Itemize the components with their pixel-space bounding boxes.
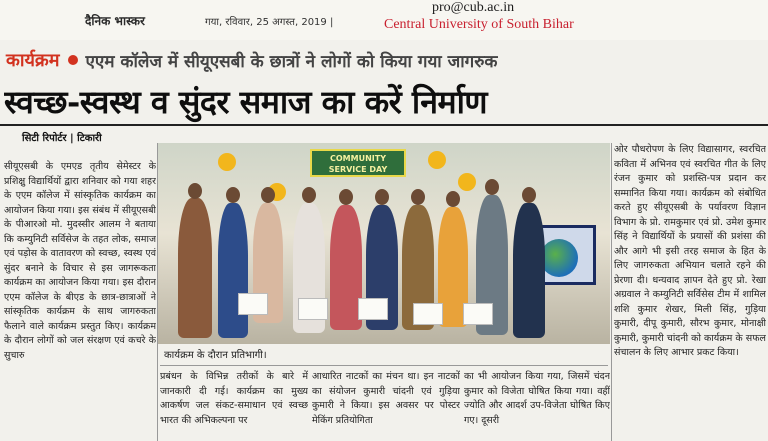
event-photo (158, 143, 610, 344)
flower-decoration-icon (428, 151, 446, 169)
university-name: Central University of South Bihar (384, 17, 574, 32)
contact-email: pro@cub.ac.in (432, 0, 515, 15)
column-divider (611, 143, 612, 441)
person-head (188, 183, 202, 199)
person-head (485, 179, 499, 195)
person-head (446, 191, 460, 207)
certificate (298, 298, 328, 320)
certificate (413, 303, 443, 325)
dateline: गया, रविवार, 25 अगस्त, 2019 | (205, 17, 334, 28)
byline: सिटी रिपोर्टर | टिकारी (22, 133, 102, 144)
certificate (463, 303, 493, 325)
flower-decoration-icon (218, 153, 236, 171)
person-figure (513, 203, 545, 338)
subheadline: एएम कॉलेज में सीयूएसबी के छात्रों ने लोगों को किया गया जागरुक (85, 51, 498, 72)
person-head (411, 189, 425, 205)
person-head (339, 189, 353, 205)
certificate (238, 293, 268, 315)
kicker-row (0, 45, 768, 75)
headline-rule (0, 124, 768, 126)
article-column-bottom-2: आधारित नाटकों का मंचन था। इन नाटकों का संयोजन कुमारी चांदनी एवं गुड़िया कुमारी ने किया। इस अवसर पर पोस्टर मेकिंग प्रतियोगिता (312, 371, 460, 426)
person-head (261, 187, 275, 203)
person-head (522, 187, 536, 203)
person-figure (178, 198, 212, 338)
article-column-bottom-1: प्रबंधन के विभिन्न तरीकों के बारे में जानकारी दी गई। कार्यक्रम का मुख्य आकर्षण जल संकट-समाधान एवं स्वच्छ भारत की अभिकल्पना पर (160, 371, 308, 426)
photo-banner: COMMUNITY SERVICE DAY (310, 149, 406, 177)
article-column-left: सीयूएसबी के एमएड तृतीय सेमेस्टर के प्रशिक्षु विद्यार्थियों द्वारा शनिवार को गया शहर के एएम कॉलेज में सांस्कृतिक कार्यक्रम का आयोजन किया गया। इस संबंध में सीयूएसबी के पीआरओ मो. मुदस्सीर आलम ने बताया कि कम्युनिटी सर्विसेज के तहत लोक, समाज एवं पड़ोस के वातावरण को स्वच्छ, स्वस्थ एवं सुंदर बनाने के विचार से इस जागरूकता कार्यक्रम का आयोजन किया गया। इस दौरान एएम कॉलेज के बीएड के छात्र-छात्राओं ने सांस्कृतिक कार्यक्रम के साथ जागरुकता फैलाने वाले कार्यक्रम प्रस्तुत किए। कार्यक्रम के दौरान लोगों को जल संरक्षण एवं कचरे के सुचारु (4, 161, 156, 361)
section-kicker: कार्यक्रम (6, 50, 60, 71)
person-head (302, 187, 316, 203)
article-column-right: ओर पौधरोपण के लिए विद्यासागर, स्वरचित कविता में अभिनव एवं स्वरचित गीत के लिए रंजन कुमार को प्रशस्ति-पत्र प्रदान कर सम्मानित किया गया। कार्यक्रम को संबोधित करते हुए सीयूएसबी के पर्यावरण विज्ञान विभाग के प्रो. रामकुमार एवं प्रो. उमेश कुमार सिंह ने विद्यार्थियों के प्रयासों की प्रशंसा की और आगे भी इसी तरह समाज के हित के लिए जागरुकता अभियान चलाते रहने की प्रेरणा दी। धन्यवाद ज्ञापन देते हुए प्रो. रेखा अग्रवाल ने कम्युनिटी सर्विसेस टीम में शामिल शशि कुमार शेखर, मिली सिंह, गुड़िया कुमारी, दीपू कुमारी, सौरभ कुमार, मोनाक्षी कुमारी, कुमारी चांदनी को कार्यक्रम के सफल संचालन के लिए आभार प्रकट किया। (614, 144, 766, 358)
photo-caption: कार्यक्रम के दौरान प्रतिभागी। (160, 346, 608, 366)
person-head (375, 189, 389, 205)
article-column-bottom-3: का भी आयोजन किया गया, जिसमें चंदन कुमार को विजेता घोषित किया गया। वहीं ज्योति और आदर्श उप-विजेता घोषित किए गए। दूसरी (464, 371, 610, 426)
person-figure (218, 203, 248, 338)
bullet-icon (68, 55, 78, 65)
person-head (226, 187, 240, 203)
flower-decoration-icon (458, 173, 476, 191)
globe-icon (540, 239, 578, 277)
headline: स्वच्छ-स्वस्थ व सुंदर समाज का करें निर्माण (4, 83, 488, 121)
certificate (358, 298, 388, 320)
newspaper-masthead: दैनिक भास्कर (85, 14, 145, 28)
